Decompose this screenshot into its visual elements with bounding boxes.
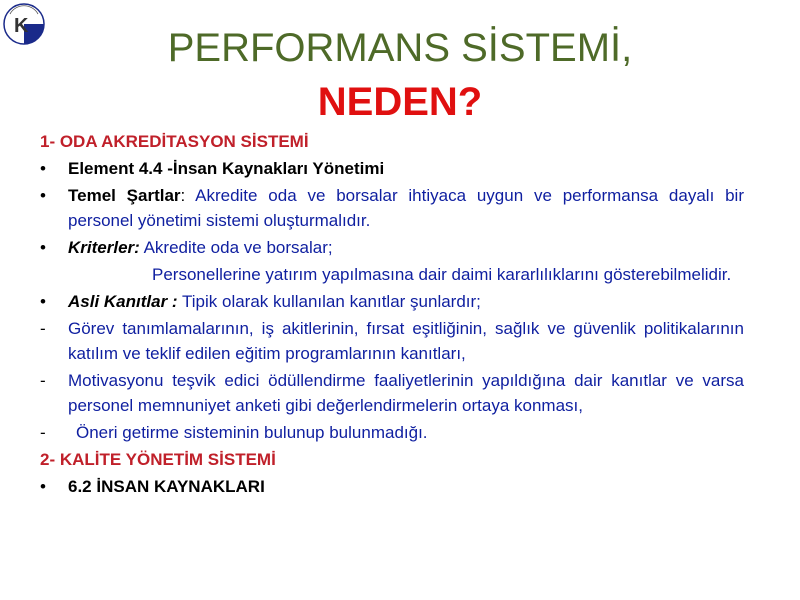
list-item <box>40 474 744 499</box>
slide-content <box>40 129 744 501</box>
svg-text:K: K <box>14 15 29 37</box>
asli-text: Tipik olarak kullanılan kanıtlar şunlardır; <box>177 292 481 311</box>
bullet-marker: • <box>40 159 46 178</box>
list-item-text <box>68 183 744 233</box>
list-item <box>40 420 744 445</box>
list-item-continuation <box>40 262 744 287</box>
kriter-continuation: Personellerine yatırım yapılmasına dair daimi kararlılıklarını gösterebilmelidir. <box>152 265 732 284</box>
list-item-text <box>68 235 744 260</box>
list-item <box>40 235 744 260</box>
list-item-text: Motivasyonu teşvik edici ödüllendirme faaliyetlerinin yapıldığına dair kanıtlar ve varsa personel memnuniyet anketi gibi değerlendirmelerin ortaya konması, <box>68 371 744 415</box>
list-item <box>40 316 744 366</box>
list-item <box>40 289 744 314</box>
element-heading: Element 4.4 -İnsan Kaynakları Yönetimi <box>68 159 385 178</box>
kriter-label: Kriterler: <box>68 238 140 257</box>
list-item-text: 6.2 İNSAN KAYNAKLARI <box>68 477 265 496</box>
section-heading-2: 2- KALİTE YÖNETİM SİSTEMİ <box>40 450 276 469</box>
dash-marker: - <box>40 423 46 442</box>
bullet-marker: • <box>40 477 46 496</box>
asli-label: Asli Kanıtlar : <box>68 292 178 311</box>
list-item <box>40 368 744 418</box>
list-item-text: Öneri getirme sisteminin bulunup bulunmadığı. <box>76 423 428 442</box>
bullet-marker: • <box>40 292 46 311</box>
list-item <box>40 183 744 233</box>
temel-sep: : <box>180 186 186 205</box>
bullet-marker: • <box>40 186 46 205</box>
list-item-text <box>68 289 744 314</box>
bullet-marker: • <box>40 238 46 257</box>
list-item <box>40 156 744 181</box>
page-title: PERFORMANS SİSTEMİ, <box>167 26 633 70</box>
kriter-text: Akredite oda ve borsalar; <box>139 238 333 257</box>
temel-text: Akredite oda ve borsalar ihtiyaca uygun ve performansa dayalı bir personel yönetimi sistemi oluşturmalıdır. <box>68 186 744 230</box>
dash-marker: - <box>40 371 46 390</box>
list-item-text: Görev tanımlamalarının, iş akitlerinin, fırsat eşitliğinin, sağlık ve güvenlik politikalarının katılım ve teklif edilen eğitim programlarının kanıtları, <box>68 319 744 363</box>
section-heading-1: 1- ODA AKREDİTASYON SİSTEMİ <box>40 132 309 151</box>
temel-label: Temel Şartlar <box>68 186 181 205</box>
page-subtitle: NEDEN? <box>317 80 483 124</box>
dash-marker: - <box>40 319 46 338</box>
